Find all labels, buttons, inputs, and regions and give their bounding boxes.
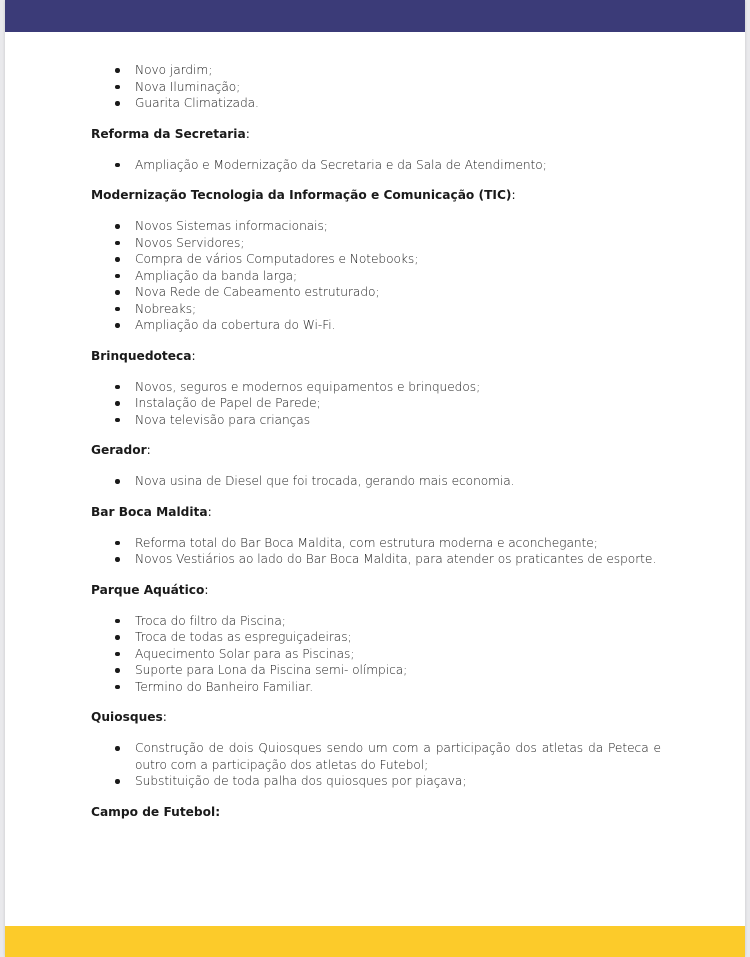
heading-text: Parque Aquático (91, 582, 205, 597)
list-item: Reforma total do Bar Boca Maldita, com estrutura moderna e aconchegante; (135, 535, 661, 552)
heading-colon: : (245, 126, 250, 141)
section-heading-brinquedoteca (91, 348, 661, 364)
section-heading-bar-boca-maldita (91, 504, 661, 520)
heading-colon: : (207, 504, 212, 519)
heading-colon: : (191, 348, 196, 363)
bullet-list-parque-aquatico (91, 613, 661, 696)
section-heading-campo-de-futebol (91, 804, 661, 820)
list-item: Suporte para Lona da Piscina semi- olímpica; (135, 662, 661, 679)
section-heading-secretaria (91, 126, 661, 142)
list-item: Nobreaks; (135, 301, 661, 318)
section-heading-tic (91, 187, 661, 203)
section-heading-quiosques (91, 709, 661, 725)
bullet-list-secretaria (91, 157, 661, 174)
list-item: Instalação de Papel de Parede; (135, 395, 661, 412)
bullet-list-intro (91, 62, 661, 112)
list-item: Guarita Climatizada. (135, 95, 661, 112)
footer-band (5, 926, 745, 957)
document-page (5, 0, 745, 957)
list-item: Construção de dois Quiosques sendo um com a participação dos atletas da Peteca e outro com a participação dos atletas do Futebol; (135, 741, 661, 772)
list-item: Novos Vestiários ao lado do Bar Boca Maldita, para atender os praticantes de esporte. (135, 551, 661, 568)
heading-colon: : (146, 443, 151, 457)
list-item: Nova televisão para crianças (135, 412, 661, 429)
heading-text: Quiosques (91, 710, 163, 724)
heading-text: Brinquedoteca (91, 348, 192, 363)
heading-colon: : (511, 188, 516, 202)
heading-text: Gerador (91, 443, 147, 457)
list-item: Ampliação e Modernização da Secretaria e da Sala de Atendimento; (135, 157, 661, 174)
list-item: Novos Sistemas informacionais; (135, 218, 661, 235)
list-item: Troca de todas as espreguiçadeiras; (135, 629, 661, 646)
heading-text: Reforma da Secretaria (91, 126, 246, 141)
list-item: Termino do Banheiro Familiar. (135, 679, 661, 696)
header-band (5, 0, 745, 32)
list-item: Ampliação da cobertura do Wi-Fi. (135, 317, 661, 334)
section-heading-gerador (91, 442, 661, 458)
bullet-list-gerador (91, 473, 661, 490)
bullet-list-quiosques (91, 740, 661, 790)
list-item: Ampliação da banda larga; (135, 268, 661, 285)
heading-colon: : (162, 710, 167, 724)
heading-text: Modernização Tecnologia da Informação e Comunicação (TIC) (91, 188, 512, 202)
list-item: Novos Servidores; (135, 235, 661, 252)
list-item: Compra de vários Computadores e Notebooks; (135, 251, 661, 268)
list-item: Novo jardim; (135, 62, 661, 79)
section-heading-parque-aquatico (91, 582, 661, 598)
bullet-list-tic (91, 218, 661, 334)
heading-text: Campo de Futebol: (91, 804, 221, 819)
list-item: Troca do filtro da Piscina; (135, 613, 661, 630)
list-item: Nova Iluminação; (135, 79, 661, 96)
bullet-list-brinquedoteca (91, 379, 661, 429)
document-body (91, 62, 661, 820)
list-item: Aquecimento Solar para as Piscinas; (135, 646, 661, 663)
list-item: Novos, seguros e modernos equipamentos e brinquedos; (135, 379, 661, 396)
list-item: Substituição de toda palha dos quiosques por piaçava; (135, 773, 661, 790)
heading-colon: : (204, 582, 209, 597)
bullet-list-bar-boca-maldita (91, 535, 661, 568)
list-item: Nova usina de Diesel que foi trocada, gerando mais economia. (135, 473, 661, 490)
heading-text: Bar Boca Maldita (91, 504, 208, 519)
list-item: Nova Rede de Cabeamento estruturado; (135, 284, 661, 301)
